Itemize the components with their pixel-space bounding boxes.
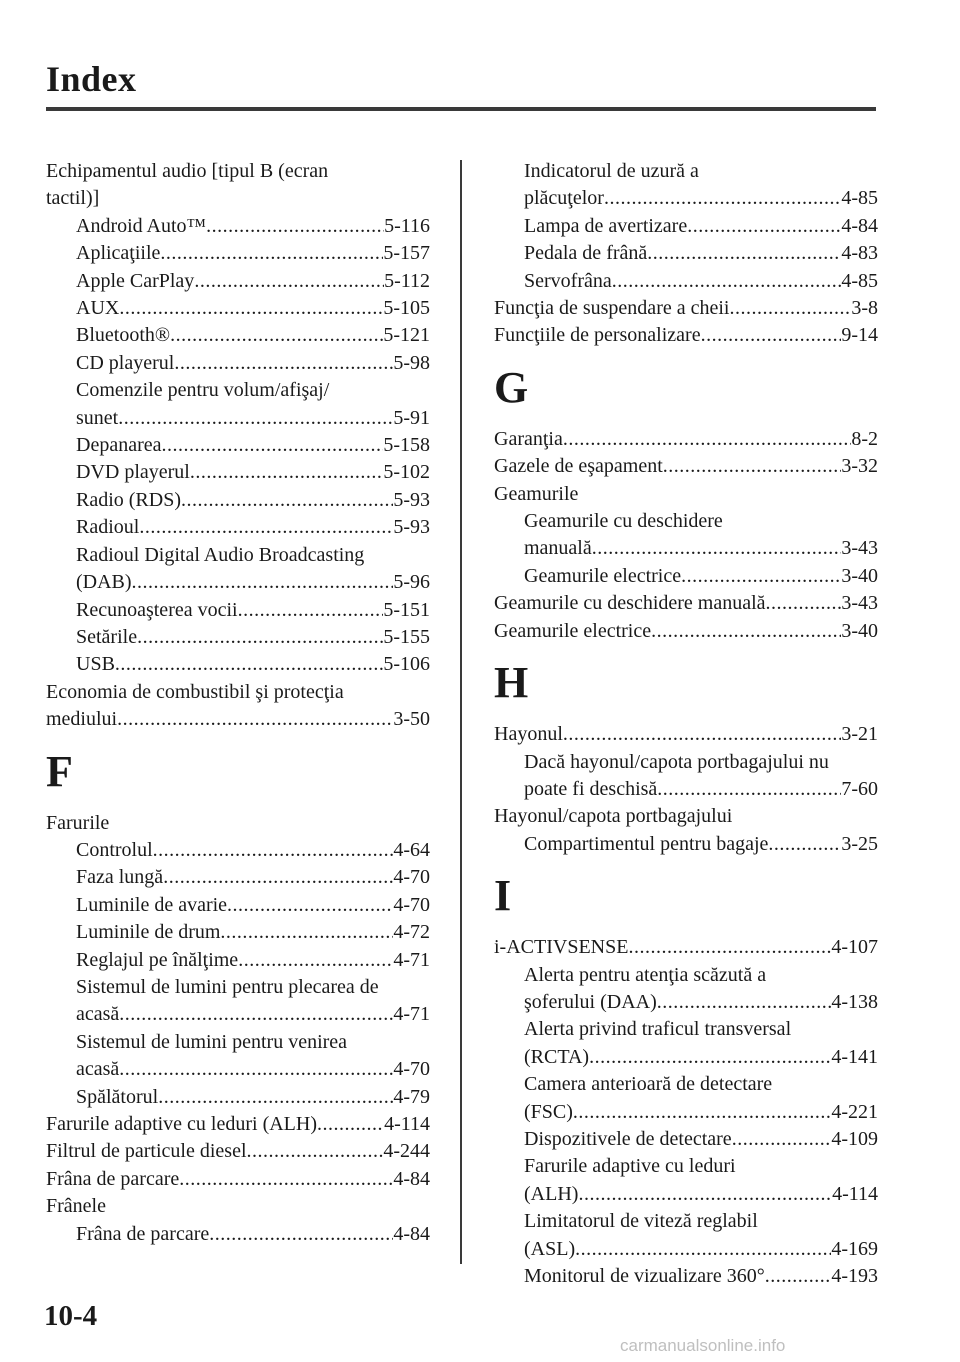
- page-ref: 5-151: [383, 598, 430, 621]
- leader-dots: [681, 563, 841, 590]
- index-section-letter: G: [494, 362, 529, 412]
- entry-text: (ASL): [524, 1237, 576, 1260]
- page-ref: 3-50: [393, 708, 430, 731]
- entry-row: [76, 213, 430, 240]
- index-subentry: [46, 892, 430, 919]
- page-ref: 5-112: [384, 269, 430, 292]
- index-subentry: [46, 624, 430, 651]
- entry-text: Setările: [76, 625, 138, 648]
- index-entry: [494, 934, 878, 961]
- page-ref: 4-84: [393, 1222, 430, 1245]
- leader-dots: [119, 295, 383, 322]
- leader-dots: [651, 618, 841, 645]
- leader-dots: [573, 1099, 831, 1126]
- page-ref: 5-98: [393, 351, 430, 374]
- entry-row: [76, 350, 430, 377]
- entry-text: (FSC): [524, 1100, 573, 1123]
- entry-row: [494, 426, 878, 453]
- entry-text: Sistemul de lumini pentru plecarea de: [76, 975, 379, 998]
- page-ref: 5-96: [393, 571, 430, 594]
- leader-dots: [647, 240, 841, 267]
- entry-row: [76, 1001, 430, 1028]
- index-subentry: [46, 350, 430, 377]
- page-ref: 4-138: [831, 990, 878, 1013]
- entry-row: [494, 322, 878, 349]
- page-ref: 5-121: [383, 324, 430, 347]
- index-subentry: [494, 268, 878, 295]
- leader-dots: [589, 1044, 831, 1071]
- page-ref: 5-158: [383, 434, 430, 457]
- entry-text: Dispozitivele de detectare: [524, 1127, 732, 1150]
- page-ref: 4-70: [393, 866, 430, 889]
- entry-row: [76, 405, 430, 432]
- leader-dots: [163, 864, 393, 891]
- leader-dots: [162, 432, 384, 459]
- leader-dots: [604, 185, 841, 212]
- leader-dots: [628, 934, 831, 961]
- entry-row: [524, 213, 878, 240]
- leader-dots: [190, 459, 383, 486]
- entry-text: DVD playerul: [76, 461, 190, 484]
- leader-dots: [663, 453, 842, 480]
- index-subentry: [46, 268, 430, 295]
- entry-text: Recunoaşterea vocii: [76, 598, 238, 621]
- index-subentry: [494, 1263, 878, 1290]
- page-ref: 5-105: [383, 297, 430, 320]
- index-subentry: [46, 1029, 430, 1084]
- leader-dots: [238, 947, 393, 974]
- page-ref: 9-14: [841, 324, 878, 347]
- index-entry: [46, 1138, 430, 1165]
- entry-text: Economia de combustibil şi protecţia: [46, 680, 344, 703]
- page-ref: 5-116: [384, 214, 430, 237]
- entry-row: [46, 706, 430, 733]
- index-entry: [494, 618, 878, 645]
- page-ref: 4-114: [832, 1182, 878, 1205]
- leader-dots: [117, 706, 393, 733]
- index-column-left: [46, 158, 430, 1248]
- index-entry: [494, 481, 878, 508]
- watermark: carmanualsonline.info: [620, 1336, 786, 1355]
- entry-text: Geamurile: [494, 482, 579, 505]
- entry-text: Frânele: [46, 1195, 106, 1218]
- entry-text: Frâna de parcare: [46, 1167, 180, 1190]
- page-ref: 4-85: [841, 269, 878, 292]
- index-subentry: [46, 213, 430, 240]
- index-subentry: [494, 831, 878, 858]
- index-subentry: [46, 377, 430, 432]
- leader-dots: [206, 213, 384, 240]
- entry-row: [524, 1099, 878, 1126]
- page-ref: 4-85: [841, 187, 878, 210]
- page-ref: 5-102: [383, 461, 430, 484]
- page-ref: 8-2: [851, 427, 878, 450]
- page-ref: 5-93: [393, 488, 430, 511]
- entry-text: CD playerul: [76, 351, 175, 374]
- index-subentry: [46, 651, 430, 678]
- entry-row: [494, 453, 878, 480]
- entry-text: (RCTA): [524, 1045, 590, 1068]
- page-number: 10-4: [44, 1300, 98, 1332]
- index-subentry: [46, 974, 430, 1029]
- entry-row: [524, 1126, 878, 1153]
- page-ref: 4-114: [384, 1113, 430, 1135]
- leader-dots: [701, 322, 842, 349]
- entry-row: [76, 837, 430, 864]
- entry-row: [76, 295, 430, 322]
- entry-row: [524, 776, 878, 803]
- entry-row: [76, 947, 430, 974]
- entry-text: acasă: [76, 1003, 120, 1026]
- page-ref: 5-155: [383, 625, 430, 648]
- entry-text: AUX: [76, 297, 120, 320]
- entry-text: (ALH): [524, 1182, 579, 1205]
- index-entry: [46, 158, 430, 213]
- leader-dots: [220, 919, 393, 946]
- leader-dots: [179, 1166, 393, 1193]
- entry-row: [46, 1166, 430, 1193]
- entry-text: Sistemul de lumini pentru venirea: [76, 1030, 348, 1053]
- entry-text: Geamurile cu deschidere manuală: [494, 592, 766, 615]
- index-subentry: [46, 459, 430, 486]
- entry-text: Luminile de avarie: [76, 893, 228, 916]
- entry-row: [76, 892, 430, 919]
- entry-row: [76, 597, 430, 624]
- leader-dots: [194, 268, 384, 295]
- leader-dots: [115, 651, 383, 678]
- page-ref: 4-84: [393, 1167, 430, 1190]
- entry-text: Radioul: [76, 516, 140, 539]
- page-ref: 3-40: [841, 619, 878, 642]
- entry-row: [76, 569, 430, 596]
- page-ref: 4-244: [383, 1140, 430, 1163]
- entry-text: Controlul: [76, 838, 153, 861]
- page-ref: 4-79: [393, 1085, 430, 1108]
- entry-row: [76, 432, 430, 459]
- entry-row: [76, 1084, 430, 1111]
- index-subentry: [46, 1221, 430, 1248]
- page-ref: 5-157: [383, 242, 430, 265]
- entry-text: Camera anterioară de detectare: [524, 1073, 773, 1096]
- page-ref: 4-84: [841, 214, 878, 237]
- entry-text: Geamurile electrice: [494, 619, 652, 642]
- entry-text: Servofrâna: [524, 269, 612, 292]
- entry-row: [76, 864, 430, 891]
- index-subentry: [494, 1126, 878, 1153]
- page-ref: 4-169: [831, 1237, 878, 1260]
- leader-dots: [132, 569, 394, 596]
- leader-dots: [209, 1221, 393, 1248]
- page-ref: 3-43: [841, 592, 878, 615]
- page-ref: 4-71: [393, 948, 430, 971]
- leader-dots: [575, 1236, 831, 1263]
- index-subentry: [46, 487, 430, 514]
- entry-text: mediului: [46, 708, 118, 731]
- entry-text: Bluetooth®: [76, 324, 171, 347]
- page-ref: 4-72: [393, 921, 430, 944]
- entry-row: [524, 535, 878, 562]
- leader-dots: [247, 1138, 384, 1165]
- entry-text: şoferului (DAA): [524, 990, 657, 1013]
- leader-dots: [765, 1263, 832, 1290]
- leader-dots: [139, 514, 393, 541]
- index-subentry: [494, 1208, 878, 1263]
- index-section-letter: H: [494, 658, 529, 708]
- index-entry: [46, 810, 430, 837]
- entry-text: Limitatorul de viteză reglabil: [524, 1210, 758, 1233]
- entry-text: sunet: [76, 406, 119, 429]
- index-subentry: [494, 213, 878, 240]
- index-subentry: [46, 240, 430, 267]
- index-entry: [46, 1111, 430, 1138]
- page-ref: 7-60: [841, 777, 878, 800]
- entry-text: Gazele de eşapament: [494, 455, 663, 478]
- entry-text: USB: [76, 653, 115, 676]
- page-ref: 3-21: [841, 723, 878, 746]
- leader-dots: [181, 487, 393, 514]
- entry-row: [76, 651, 430, 678]
- index-subentry: [494, 1071, 878, 1126]
- index-subentry: [494, 1153, 878, 1208]
- entry-text: Funcţia de suspendare a cheii: [494, 297, 730, 320]
- leader-dots: [158, 1084, 393, 1111]
- leader-dots: [729, 295, 851, 322]
- leader-dots: [119, 1001, 393, 1028]
- entry-text: Garanţia: [494, 427, 563, 450]
- entry-row: [46, 1111, 430, 1138]
- page-ref: 5-93: [393, 516, 430, 539]
- leader-dots: [174, 350, 393, 377]
- entry-row: [494, 618, 878, 645]
- page-ref: 4-193: [831, 1265, 878, 1287]
- leader-dots: [563, 721, 841, 748]
- page-ref: 4-109: [831, 1127, 878, 1150]
- index-entry: [494, 426, 878, 453]
- index-entry: [494, 590, 878, 617]
- leader-dots: [137, 624, 383, 651]
- entry-text: poate fi deschisă: [524, 777, 658, 800]
- leader-dots: [170, 322, 383, 349]
- entry-row: [524, 1181, 878, 1208]
- entry-text: plăcuţelor: [524, 187, 604, 210]
- entry-text: Comenzile pentru volum/afişaj/: [76, 379, 330, 402]
- entry-text: Indicatorul de uzură a: [524, 160, 699, 182]
- entry-row: [76, 268, 430, 295]
- entry-row: [524, 185, 878, 212]
- entry-row: [76, 514, 430, 541]
- entry-text: Farurile adaptive cu leduri: [524, 1155, 736, 1178]
- entry-row: [524, 831, 878, 858]
- entry-text: Geamurile cu deschidere: [524, 510, 723, 533]
- leader-dots: [768, 831, 841, 858]
- leader-dots: [119, 1056, 393, 1083]
- column-divider: [460, 160, 462, 1264]
- index-subentry: [494, 962, 878, 1017]
- entry-row: [76, 1056, 430, 1083]
- entry-row: [524, 268, 878, 295]
- index-subentry: [46, 837, 430, 864]
- entry-text: Luminile de drum: [76, 921, 221, 944]
- entry-row: [76, 624, 430, 651]
- index-subentry: [46, 295, 430, 322]
- index-subentry: [46, 1084, 430, 1111]
- entry-row: [524, 1044, 878, 1071]
- index-subentry: [46, 597, 430, 624]
- entry-text: Geamurile electrice: [524, 564, 682, 587]
- leader-dots: [732, 1126, 832, 1153]
- leader-dots: [766, 590, 842, 617]
- entry-text: Spălătorul: [76, 1085, 159, 1108]
- index-entry: [494, 453, 878, 480]
- entry-row: [524, 989, 878, 1016]
- entry-row: [76, 322, 430, 349]
- leader-dots: [612, 268, 842, 295]
- index-subentry: [494, 563, 878, 590]
- entry-text: Filtrul de particule diesel: [46, 1140, 247, 1163]
- index-subentry: [46, 514, 430, 541]
- leader-dots: [592, 535, 842, 562]
- entry-text: manuală: [524, 537, 592, 560]
- entry-row: [524, 563, 878, 590]
- entry-text: Lampa de avertizare: [524, 214, 688, 237]
- page-ref: 4-83: [841, 242, 878, 265]
- entry-text: i-ACTIVSENSE: [494, 936, 629, 959]
- entry-text: Hayonul/capota portbagajului: [494, 805, 733, 828]
- leader-dots: [563, 426, 851, 453]
- page-ref: 4-221: [831, 1100, 878, 1123]
- leader-dots: [153, 837, 394, 864]
- index-entry: [494, 803, 878, 830]
- entry-text: Dacă hayonul/capota portbagajului nu: [524, 750, 829, 773]
- page-ref: 3-32: [841, 455, 878, 478]
- index-subentry: [494, 1016, 878, 1071]
- page-ref: 4-64: [393, 838, 430, 861]
- entry-text: Farurile adaptive cu leduri (ALH): [46, 1113, 318, 1135]
- entry-text: Frâna de parcare: [76, 1222, 210, 1245]
- index-subentry: [494, 240, 878, 267]
- leader-dots: [227, 892, 393, 919]
- entry-row: [524, 1263, 878, 1290]
- index-section-letter: I: [494, 871, 512, 921]
- entry-row: [524, 1236, 878, 1263]
- entry-text: Alerta pentru atenţia scăzută a: [524, 963, 767, 986]
- index-subentry: [46, 947, 430, 974]
- entry-text: Aplicaţiile: [76, 242, 161, 265]
- entry-text: Hayonul: [494, 723, 563, 746]
- entry-text: Alerta privind traficul transversal: [524, 1018, 792, 1041]
- leader-dots: [317, 1111, 384, 1138]
- entry-text: acasă: [76, 1058, 120, 1081]
- leader-dots: [687, 213, 841, 240]
- index-entry: [46, 1193, 430, 1220]
- index-entry: [494, 322, 878, 349]
- entry-row: [524, 240, 878, 267]
- leader-dots: [578, 1181, 832, 1208]
- leader-dots: [118, 405, 393, 432]
- entry-text: Echipamentul audio [tipul B (ecran: [46, 160, 329, 182]
- entry-text: Farurile: [46, 811, 110, 834]
- entry-row: [46, 1138, 430, 1165]
- index-entry: [494, 721, 878, 748]
- page-ref: 3-8: [851, 297, 878, 320]
- page-ref: 4-141: [831, 1045, 878, 1068]
- leader-dots: [160, 240, 383, 267]
- page-ref: 3-43: [841, 537, 878, 560]
- entry-text: Radioul Digital Audio Broadcasting: [76, 543, 365, 566]
- entry-row: [76, 919, 430, 946]
- page-ref: 3-25: [841, 832, 878, 855]
- index-entry: [494, 295, 878, 322]
- entry-text: tactil)]: [46, 187, 100, 210]
- header-rule: [46, 107, 876, 111]
- index-subentry: [46, 864, 430, 891]
- entry-text: Compartimentul pentru bagaje: [524, 832, 769, 855]
- entry-text: Android Auto™: [76, 214, 207, 237]
- entry-row: [494, 721, 878, 748]
- index-entry: [46, 1166, 430, 1193]
- index-entry: [46, 679, 430, 734]
- entry-row: [76, 459, 430, 486]
- leader-dots: [657, 776, 841, 803]
- entry-text: Faza lungă: [76, 866, 164, 889]
- entry-text: Funcţiile de personalizare: [494, 324, 701, 347]
- page-ref: 3-40: [841, 564, 878, 587]
- page-ref: 4-107: [831, 936, 878, 959]
- entry-row: [494, 295, 878, 322]
- entry-text: Pedala de frână: [524, 242, 648, 265]
- page-ref: 5-106: [383, 653, 430, 676]
- leader-dots: [657, 989, 832, 1016]
- index-subentry: [46, 432, 430, 459]
- page-ref: 4-71: [393, 1003, 430, 1026]
- page-ref: 4-70: [393, 893, 430, 916]
- leader-dots: [238, 597, 384, 624]
- index-section-letter: F: [46, 746, 73, 796]
- index-subentry: [494, 749, 878, 804]
- entry-row: [76, 240, 430, 267]
- index-subentry: [46, 919, 430, 946]
- index-subentry: [494, 508, 878, 563]
- entry-text: Monitorul de vizualizare 360°: [524, 1265, 765, 1287]
- entry-row: [76, 487, 430, 514]
- entry-row: [494, 590, 878, 617]
- index-subentry: [46, 542, 430, 597]
- index-column-right: [494, 158, 878, 1290]
- entry-row: [494, 934, 878, 961]
- page-ref: 5-91: [393, 406, 430, 429]
- entry-text: Depanarea: [76, 434, 162, 457]
- entry-text: Reglajul pe înălţime: [76, 948, 239, 971]
- entry-text: Radio (RDS): [76, 488, 181, 511]
- entry-row: [76, 1221, 430, 1248]
- page-header-title: Index: [46, 59, 137, 99]
- entry-text: (DAB): [76, 571, 132, 594]
- index-subentry: [494, 158, 878, 213]
- entry-text: Apple CarPlay: [76, 269, 195, 292]
- page-ref: 4-70: [393, 1058, 430, 1081]
- index-subentry: [46, 322, 430, 349]
